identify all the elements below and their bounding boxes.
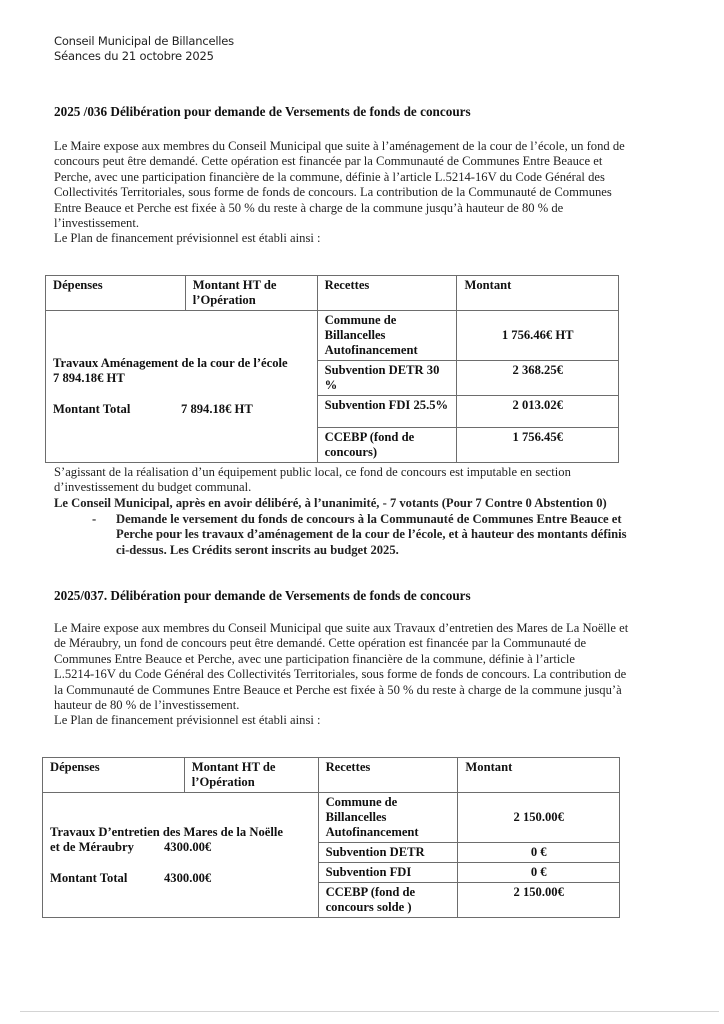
total-amount: 4300.00€ <box>164 870 212 885</box>
deliberation-1-intro <box>54 139 694 247</box>
header-depenses: Dépenses <box>46 276 186 311</box>
intro-line: Collectivités Territoriales, sous forme de fonds de concours. La contribution de la Communauté de Communes <box>54 185 612 200</box>
session-date: Séances du 21 octobre 2025 <box>54 49 214 63</box>
header-recettes: Recettes <box>318 758 458 793</box>
bullet-line: Perche pour les travaux d’aménagement de la cour de l’école, et à hauteur des montants définis <box>116 527 627 542</box>
intro-line: la Communauté de Communes Entre Beauce et Perche est fixée à 50 % du reste à charge de la commune jusqu’à <box>54 682 622 697</box>
recette-amount: 2 013.02€ <box>457 396 619 428</box>
table-header-row <box>46 276 619 311</box>
recette-label: Subvention FDI <box>318 863 458 883</box>
bullet-line: ci-dessus. Les Crédits seront inscrits au budget 2025. <box>116 542 399 557</box>
page-bottom-rule <box>20 1011 719 1012</box>
recette-label: Subvention FDI 25.5% <box>317 396 457 428</box>
deliberation-2-intro <box>54 621 694 729</box>
total-line <box>53 402 310 417</box>
intro-line: de Méraubry, un fond de concours peut être demandé. Cette opération est financée par la Communauté de <box>54 636 587 651</box>
deliberation-1-title: 2025 /036 Délibération pour demande de Versements de fonds de concours <box>54 104 471 119</box>
recette-amount: 1 756.45€ <box>457 428 619 463</box>
table-header-row <box>43 758 620 793</box>
bullet-dash: - <box>92 512 97 526</box>
recette-amount: 2 150.00€ <box>458 883 620 918</box>
deliberation-2-title: 2025/037. Délibération pour demande de Versements de fonds de concours <box>54 588 471 603</box>
recette-amount: 2 368.25€ <box>457 361 619 396</box>
intro-line: Communes Entre Beauce et Perche, avec une participation financière de la commune, définie à l’article <box>54 651 576 666</box>
recette-label: Subvention DETR <box>318 843 458 863</box>
depense-label: Travaux D’entretien des Mares de la Noëlle <box>50 824 283 839</box>
header-montant-ht: Montant HT de l’Opération <box>185 276 317 311</box>
depenses-cell <box>43 793 319 918</box>
depenses-cell <box>46 311 318 463</box>
recette-amount: 0 € <box>458 863 620 883</box>
total-line <box>50 871 311 886</box>
bullet-line: Demande le versement du fonds de concours à la Communauté de Communes Entre Beauce et <box>116 512 622 526</box>
depense-amount: 4300.00€ <box>164 839 212 854</box>
intro-line: Le Maire expose aux membres du Conseil Municipal que suite à l’aménagement de la cour de l’école, un fond de <box>54 139 625 153</box>
intro-line: Le Plan de financement prévisionnel est établi ainsi : <box>54 713 321 728</box>
depense-amount: 7 894.18€ HT <box>53 371 125 385</box>
intro-line: Entre Beauce et Perche est fixée à 50 % du reste à charge de la commune jusqu’à hauteur de 80 % de <box>54 200 564 215</box>
total-label: Montant Total <box>53 402 131 416</box>
header-montant: Montant <box>458 758 620 793</box>
depense-label-2: et de Méraubry <box>50 839 134 854</box>
header-montant-ht: Montant HT de l’Opération <box>184 758 318 793</box>
recette-amount: 0 € <box>458 843 620 863</box>
after-line: S’agissant de la réalisation d’un équipement public local, ce fond de concours est imputable en section <box>54 465 571 479</box>
intro-line: hauteur de 80 % de l’investissement. <box>54 698 240 713</box>
recette-label: CCEBP (fond de concours) <box>317 428 457 463</box>
header-montant: Montant <box>457 276 619 311</box>
table-row <box>46 311 619 361</box>
intro-line: Le Plan de financement prévisionnel est établi ainsi : <box>54 231 321 246</box>
depense-line-2 <box>50 840 311 855</box>
intro-line: concours peut être demandé. Cette opération est financée par la Communauté de Communes Entre Beauce et <box>54 154 603 169</box>
financing-table-2 <box>42 757 620 918</box>
header-recettes: Recettes <box>317 276 457 311</box>
council-name: Conseil Municipal de Billancelles <box>54 34 234 48</box>
intro-line: Perche, avec une participation financière de la commune, définie à l’article L.5214-16V du Code Général des <box>54 169 605 184</box>
after-line: d’investissement du budget communal. <box>54 480 252 495</box>
intro-line: l’investissement. <box>54 216 139 231</box>
total-amount: 7 894.18€ HT <box>181 402 253 416</box>
decision-bullet <box>116 512 706 558</box>
depense-label: Travaux Aménagement de la cour de l’école <box>53 356 288 370</box>
financing-table-1 <box>45 275 619 463</box>
header-depenses: Dépenses <box>43 758 185 793</box>
recette-label: Commune de Billancelles Autofinancement <box>317 311 457 361</box>
recette-amount: 1 756.46€ HT <box>457 311 619 361</box>
intro-line: L.5214-16V du Code Général des Collectivités Territoriales, sous forme de fonds de concours. La contribution de <box>54 667 627 682</box>
intro-line: Le Maire expose aux membres du Conseil Municipal que suite aux Travaux d’entretien des Mares de La Noëlle et <box>54 621 629 635</box>
total-label: Montant Total <box>50 870 128 885</box>
decision-line: Le Conseil Municipal, après en avoir délibéré, à l’unanimité, - 7 votants (Pour 7 Contre 0 Abstention 0) <box>54 495 607 510</box>
recette-amount: 2 150.00€ <box>458 793 620 843</box>
deliberation-1-after <box>54 465 694 511</box>
table-row <box>43 793 620 843</box>
recette-label: Subvention DETR 30 % <box>317 361 457 396</box>
recette-label: Commune de Billancelles Autofinancement <box>318 793 458 843</box>
recette-label: CCEBP (fond de concours solde ) <box>318 883 458 918</box>
